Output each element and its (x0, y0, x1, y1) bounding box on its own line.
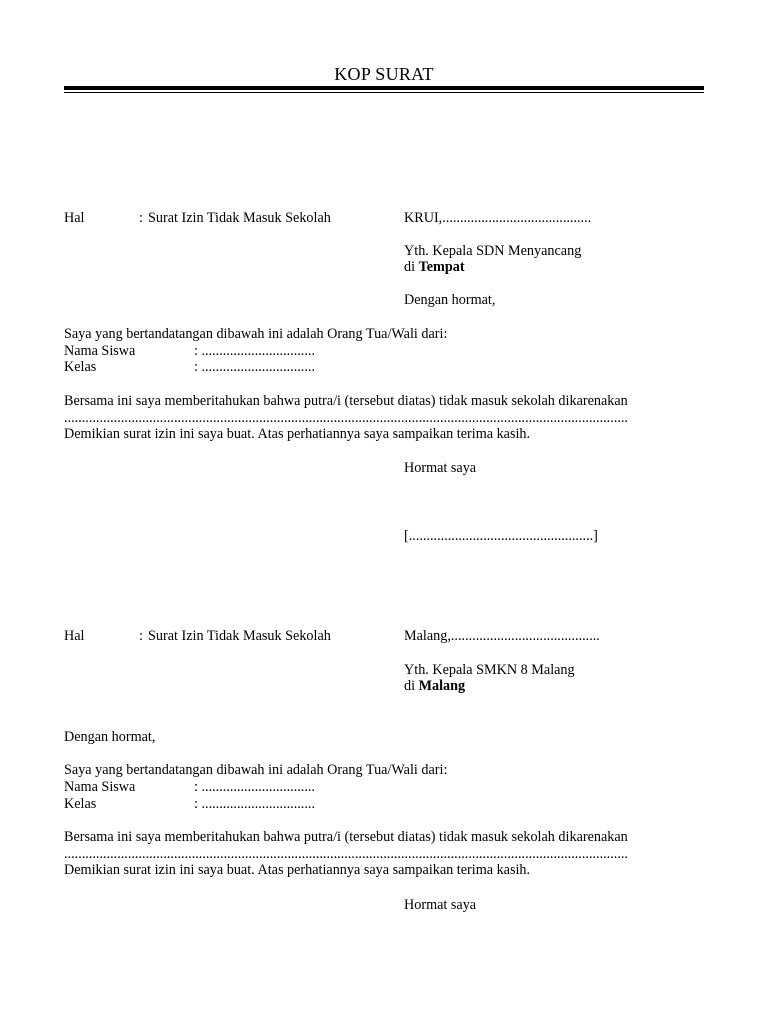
intro-text: Saya yang bertandatangan dibawah ini adalah Orang Tua/Wali dari: (64, 326, 448, 342)
student-name-field: : ................................ (194, 343, 315, 359)
hal-separator: : (139, 210, 143, 226)
student-name-field: : ................................ (194, 779, 315, 795)
regards: Hormat saya (404, 897, 477, 913)
letterhead-rule-thin (64, 92, 704, 93)
greeting: Dengan hormat, (404, 292, 496, 308)
regards: Hormat saya (404, 460, 477, 476)
recipient: Yth. Kepala SMKN 8 Malang (404, 662, 575, 678)
letterhead-rule-thick (64, 86, 704, 90)
place-date: KRUI,.......................................... (404, 210, 592, 226)
greeting: Dengan hormat, (64, 729, 156, 745)
body-text: Bersama ini saya memberitahukan bahwa putra/i (tersebut diatas) tidak masuk sekolah dikarenakan (64, 393, 628, 409)
reason-dotted-line: ............................................................................................................................................................... (64, 846, 628, 862)
recipient-location: di Malang (404, 678, 466, 694)
signature-placeholder: [....................................................] (404, 528, 598, 544)
letterhead-title: KOP SURAT (334, 64, 434, 84)
class-label: Kelas (64, 796, 97, 812)
intro-text: Saya yang bertandatangan dibawah ini adalah Orang Tua/Wali dari: (64, 762, 448, 778)
hal-label: Hal (64, 210, 85, 226)
hal-value: Surat Izin Tidak Masuk Sekolah (148, 628, 331, 644)
hal-separator: : (139, 628, 143, 644)
body-text: Bersama ini saya memberitahukan bahwa putra/i (tersebut diatas) tidak masuk sekolah dikarenakan (64, 829, 628, 845)
student-name-label: Nama Siswa (64, 779, 136, 795)
class-field: : ................................ (194, 796, 315, 812)
place-date: Malang,.......................................... (404, 628, 600, 644)
reason-dotted-line: ............................................................................................................................................................... (64, 410, 628, 426)
hal-label: Hal (64, 628, 85, 644)
recipient: Yth. Kepala SDN Menyancang (404, 243, 582, 259)
student-name-label: Nama Siswa (64, 343, 136, 359)
recipient-location: di Tempat (404, 259, 465, 275)
class-field: : ................................ (194, 359, 315, 375)
hal-value: Surat Izin Tidak Masuk Sekolah (148, 210, 331, 226)
closing-text: Demikian surat izin ini saya buat. Atas perhatiannya saya sampaikan terima kasih. (64, 426, 531, 442)
closing-text: Demikian surat izin ini saya buat. Atas perhatiannya saya sampaikan terima kasih. (64, 862, 531, 878)
class-label: Kelas (64, 359, 97, 375)
